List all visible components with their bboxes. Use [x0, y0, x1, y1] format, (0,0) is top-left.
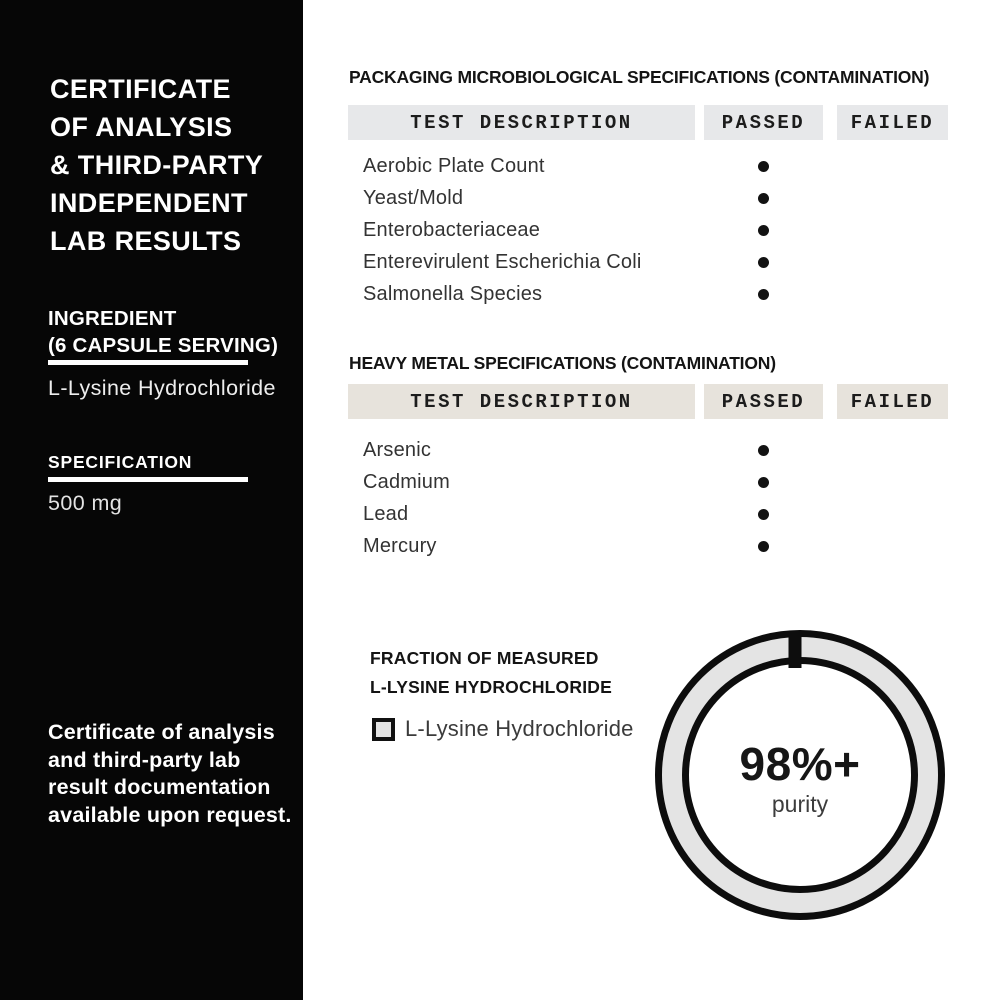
test-description-cell: Enterevirulent Escherichia Coli — [363, 250, 642, 273]
passed-cell — [704, 289, 823, 300]
test-description-cell: Arsenic — [363, 438, 432, 461]
test-description-cell: Mercury — [363, 534, 437, 557]
table-row — [348, 150, 948, 182]
specification-label: SPECIFICATION — [48, 452, 193, 472]
ingredient-label-line2: (6 CAPSULE SERVING) — [48, 333, 279, 357]
passed-cell — [704, 257, 823, 268]
donut-legend — [372, 716, 634, 742]
fraction-title-line1: FRACTION OF MEASURED — [370, 648, 599, 668]
passed-cell — [704, 509, 823, 520]
passed-cell — [704, 477, 823, 488]
specification-value: 500 mg — [48, 491, 123, 515]
test-description-cell: Enterobacteriaceae — [363, 218, 541, 241]
test-description-header: TEST DESCRIPTION — [348, 105, 695, 140]
heavy-metal-section-title: HEAVY METAL SPECIFICATIONS (CONTAMINATION) — [349, 353, 776, 373]
passed-dot — [758, 477, 769, 488]
passed-cell — [704, 225, 823, 236]
failed-header: FAILED — [837, 384, 948, 419]
table-row — [348, 246, 948, 278]
fraction-title-line2: L-LYSINE HYDROCHLORIDE — [370, 677, 612, 697]
specification-divider — [48, 477, 248, 482]
passed-dot — [758, 541, 769, 552]
legend-label: L-Lysine Hydrochloride — [405, 716, 634, 741]
passed-dot — [758, 289, 769, 300]
table-row — [348, 466, 948, 498]
heavy-metal-table-body — [348, 434, 948, 562]
ingredient-divider — [48, 360, 248, 365]
purity-sublabel: purity — [771, 791, 829, 817]
passed-dot — [758, 445, 769, 456]
test-description-cell: Aerobic Plate Count — [363, 154, 545, 177]
fraction-section-title — [370, 644, 612, 702]
availability-footnote: Certificate of analysis and third-party lab result documentation available upon request. — [48, 720, 292, 827]
test-description-cell: Yeast/Mold — [363, 186, 464, 209]
sidebar — [0, 0, 303, 1000]
passed-cell — [704, 445, 823, 456]
ingredient-label-line1: INGREDIENT — [48, 307, 177, 330]
passed-cell — [704, 541, 823, 552]
passed-dot — [758, 257, 769, 268]
ingredient-label — [48, 306, 278, 359]
table-row — [348, 530, 948, 562]
legend-swatch-icon — [372, 718, 395, 741]
purity-value: 98%+ — [739, 738, 861, 790]
passed-dot — [758, 193, 769, 204]
page-title-line: CERTIFICATE — [50, 74, 231, 104]
test-description-cell: Cadmium — [363, 470, 450, 493]
passed-header: PASSED — [704, 384, 823, 419]
packaging-micro-table-header — [348, 105, 948, 140]
table-row — [348, 214, 948, 246]
purity-donut-chart — [652, 627, 948, 923]
page-title-line: LAB RESULTS — [50, 226, 242, 256]
table-row — [348, 434, 948, 466]
test-description-cell: Lead — [363, 502, 409, 525]
test-description-header: TEST DESCRIPTION — [348, 384, 695, 419]
page-title-line: OF ANALYSIS — [50, 112, 233, 142]
heavy-metal-table-header — [348, 384, 948, 419]
ingredient-value: L-Lysine Hydrochloride — [48, 376, 276, 400]
test-description-cell: Salmonella Species — [363, 282, 543, 305]
packaging-micro-section-title: PACKAGING MICROBIOLOGICAL SPECIFICATIONS (CONTAMINATION) — [349, 67, 930, 87]
table-row — [348, 182, 948, 214]
page-title-line: INDEPENDENT — [50, 188, 248, 218]
passed-dot — [758, 161, 769, 172]
passed-dot — [758, 509, 769, 520]
page-title-line: & THIRD-PARTY — [50, 150, 264, 180]
table-row — [348, 498, 948, 530]
failed-header: FAILED — [837, 105, 948, 140]
packaging-micro-table-body — [348, 150, 948, 310]
passed-cell — [704, 161, 823, 172]
passed-header: PASSED — [704, 105, 823, 140]
page-title — [50, 70, 263, 260]
passed-dot — [758, 225, 769, 236]
passed-cell — [704, 193, 823, 204]
table-row — [348, 278, 948, 310]
